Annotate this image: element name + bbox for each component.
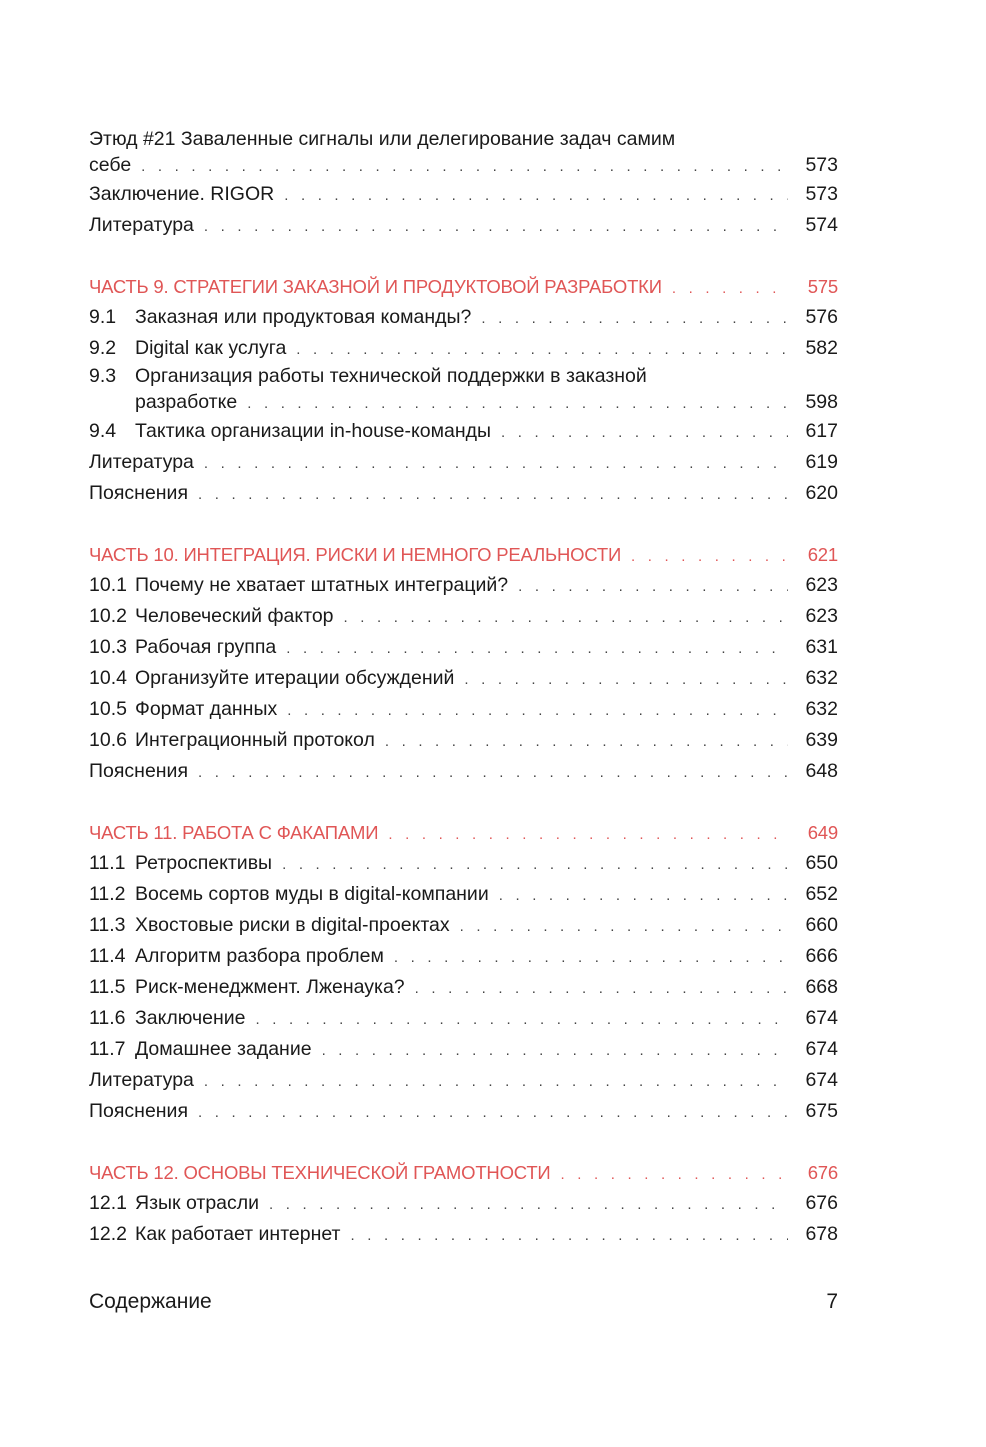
toc-entry-title: себе	[89, 154, 132, 176]
leader-dots	[296, 334, 788, 365]
toc-page-number: 598	[805, 391, 838, 413]
toc-entry-notes-9[interactable]	[89, 478, 838, 509]
leader-dots	[672, 273, 788, 304]
leader-dots	[415, 973, 788, 1004]
toc-entry-notes-11[interactable]	[89, 1096, 838, 1127]
toc-entry-literature[interactable]	[89, 210, 838, 241]
toc-section-number: 11.7	[89, 1038, 126, 1060]
leader-dots	[351, 1220, 789, 1251]
toc-entry-title: Домашнее задание	[135, 1038, 312, 1060]
toc-entry-10-4[interactable]	[89, 663, 838, 694]
toc-section-number: 9.4	[89, 420, 117, 442]
toc-entry-title: Как работает интернет	[135, 1223, 341, 1245]
leader-dots	[204, 211, 788, 242]
leader-dots	[394, 942, 788, 973]
toc-section-number: 12.1	[89, 1192, 127, 1214]
toc-entry-11-6[interactable]	[89, 1003, 838, 1034]
leader-dots	[269, 1189, 788, 1220]
toc-page-number: 668	[805, 976, 838, 998]
toc-page-number: 676	[807, 1162, 838, 1183]
leader-dots	[322, 1035, 788, 1066]
toc-section-number: 10.2	[89, 605, 127, 627]
toc-entry-9-3-cont[interactable]	[89, 388, 838, 416]
leader-dots	[518, 571, 788, 602]
leader-dots	[344, 602, 788, 633]
toc-entry-etude21[interactable]	[89, 127, 838, 151]
toc-page-number: 639	[805, 729, 838, 751]
toc-entry-title: Язык отрасли	[135, 1192, 260, 1214]
footer-section-title: Содержание	[89, 1290, 212, 1313]
toc-page-number: 631	[805, 636, 838, 658]
toc-page-number: 575	[807, 276, 838, 297]
leader-dots	[247, 390, 788, 418]
toc-section-number: 11.6	[89, 1007, 126, 1029]
toc-entry-10-3[interactable]	[89, 632, 838, 663]
leader-dots	[385, 726, 788, 757]
toc-page-number: 623	[805, 574, 838, 596]
toc-part-11[interactable]	[89, 817, 838, 848]
leader-dots	[499, 880, 788, 911]
toc-entry-11-7[interactable]	[89, 1034, 838, 1065]
leader-dots	[255, 1004, 788, 1035]
toc-entry-title: Риск-менеджмент. Лженаука?	[135, 976, 405, 998]
leader-dots	[460, 911, 788, 942]
toc-section-number: 11.4	[89, 945, 126, 967]
toc-page-number: 650	[805, 852, 838, 874]
leader-dots	[631, 541, 788, 572]
toc-entry-9-1[interactable]	[89, 302, 838, 333]
leader-dots	[204, 448, 788, 479]
toc-page-number: 620	[805, 482, 838, 504]
leader-dots	[198, 1097, 788, 1128]
toc-entry-title: Интеграционный протокол	[135, 729, 375, 751]
toc-entry-notes-10[interactable]	[89, 756, 838, 787]
toc-entry-11-4[interactable]	[89, 941, 838, 972]
toc-entry-title: Почему не хватает штатных интеграций?	[135, 574, 509, 596]
toc-entry-title: Тактика организации in-house-команды	[135, 420, 492, 442]
toc-entry-title: Литература	[89, 214, 194, 236]
toc-part-10[interactable]	[89, 539, 838, 570]
toc-page-number: 675	[805, 1100, 838, 1122]
toc-section-number: 11.1	[89, 852, 126, 874]
toc-entry-title: Организуйте итерации обсуждений	[135, 667, 455, 689]
toc-section-number: 10.6	[89, 729, 127, 751]
toc-entry-literature-9[interactable]	[89, 447, 838, 478]
toc-entry-9-4[interactable]	[89, 416, 838, 447]
toc-section-number: 11.3	[89, 914, 126, 936]
toc-page-number: 678	[805, 1223, 838, 1245]
toc-entry-10-6[interactable]	[89, 725, 838, 756]
toc-section-number: 10.5	[89, 698, 127, 720]
toc-page-number: 652	[805, 883, 838, 905]
toc-entry-conclusion-rigor[interactable]	[89, 179, 838, 210]
toc-entry-title: Digital как услуга	[135, 337, 287, 359]
leader-dots	[198, 479, 788, 510]
toc-page-number: 617	[805, 420, 838, 442]
toc-entry-title: Литература	[89, 451, 194, 473]
toc-section-number: 10.3	[89, 636, 127, 658]
leader-dots	[141, 153, 788, 181]
toc-entry-title: Пояснения	[89, 482, 189, 504]
toc-page-number: 674	[805, 1007, 838, 1029]
toc-entry-title: Пояснения	[89, 760, 189, 782]
leader-dots	[464, 664, 788, 695]
toc-entry-title: Заказная или продуктовая команды?	[135, 306, 472, 328]
toc-entry-title: Литература	[89, 1069, 194, 1091]
toc-entry-title: Этюд #21 Заваленные сигналы или делегирование задач самим	[89, 128, 676, 150]
toc-page-number: 648	[805, 760, 838, 782]
leader-dots	[388, 819, 788, 850]
toc-entry-title: Рабочая группа	[135, 636, 277, 658]
toc-section-number: 12.2	[89, 1223, 127, 1245]
toc-entry-title: Заключение. RIGOR	[89, 183, 275, 205]
toc-page-number: 573	[805, 183, 838, 205]
toc-section-number: 11.2	[89, 883, 126, 905]
toc-part-9[interactable]	[89, 271, 838, 302]
toc-entry-12-1[interactable]	[89, 1188, 838, 1219]
toc-entry-title: Ретроспективы	[135, 852, 273, 874]
toc-page-number: 632	[805, 667, 838, 689]
toc-page-number: 649	[807, 822, 838, 843]
toc-entry-10-2[interactable]	[89, 601, 838, 632]
leader-dots	[204, 1066, 788, 1097]
toc-entry-literature-11[interactable]	[89, 1065, 838, 1096]
toc-page-number: 573	[805, 154, 838, 176]
toc-section-number: 10.1	[89, 574, 127, 596]
toc-entry-title: Формат данных	[135, 698, 278, 720]
toc-entry-title: Организация работы технической поддержки в заказной	[135, 365, 647, 387]
toc-page-number: 574	[805, 214, 838, 236]
toc-page-number: 674	[805, 1038, 838, 1060]
leader-dots	[501, 417, 788, 448]
leader-dots	[561, 1159, 788, 1190]
toc-part-title: ЧАСТЬ 9. СТРАТЕГИИ ЗАКАЗНОЙ И ПРОДУКТОВОЙ РАЗРАБОТКИ	[89, 276, 662, 297]
toc-page-number: 676	[805, 1192, 838, 1214]
toc-page-number: 674	[805, 1069, 838, 1091]
toc-entry-title: Хвостовые риски в digital-проектах	[135, 914, 450, 936]
leader-dots	[286, 633, 788, 664]
toc-entry-title: Восемь сортов муды в digital-компании	[135, 883, 489, 905]
toc-entry-etude21-cont[interactable]	[89, 151, 838, 179]
leader-dots	[287, 695, 788, 726]
page-footer	[89, 1290, 838, 1324]
toc-page-number: 623	[805, 605, 838, 627]
toc-entry-11-1[interactable]	[89, 848, 838, 879]
toc-entry-title: Алгоритм разбора проблем	[135, 945, 384, 967]
toc-entry-title: Человеческий фактор	[135, 605, 334, 627]
toc-part-title: ЧАСТЬ 11. РАБОТА С ФАКАПАМИ	[89, 822, 379, 843]
toc-page-number: 582	[805, 337, 838, 359]
footer-page-number: 7	[826, 1290, 838, 1313]
toc-section-number: 9.2	[89, 337, 117, 359]
toc-entry-10-5[interactable]	[89, 694, 838, 725]
toc-part-12[interactable]	[89, 1157, 838, 1188]
toc-page-number: 660	[805, 914, 838, 936]
toc-part-title: ЧАСТЬ 10. ИНТЕГРАЦИЯ. РИСКИ И НЕМНОГО РЕАЛЬНОСТИ	[89, 544, 622, 565]
toc-section-number: 10.4	[89, 667, 127, 689]
leader-dots	[481, 303, 788, 334]
toc-entry-title: разработке	[135, 391, 238, 413]
toc-entry-9-2[interactable]	[89, 333, 838, 364]
leader-dots	[282, 849, 788, 880]
toc-entry-11-5[interactable]	[89, 972, 838, 1003]
toc-page-number: 621	[807, 544, 838, 565]
toc-entry-11-3[interactable]	[89, 910, 838, 941]
toc-page-number: 576	[805, 306, 838, 328]
leader-dots	[284, 180, 788, 211]
toc-entry-11-2[interactable]	[89, 879, 838, 910]
table-of-contents	[89, 127, 838, 1250]
toc-page-number: 666	[805, 945, 838, 967]
toc-part-title: ЧАСТЬ 12. ОСНОВЫ ТЕХНИЧЕСКОЙ ГРАМОТНОСТИ	[89, 1162, 551, 1183]
toc-entry-title: Пояснения	[89, 1100, 189, 1122]
toc-section-number: 9.3	[89, 365, 117, 387]
leader-dots	[198, 757, 788, 788]
toc-entry-12-2[interactable]	[89, 1219, 838, 1250]
toc-page-number: 632	[805, 698, 838, 720]
toc-entry-title: Заключение	[135, 1007, 246, 1029]
toc-page-number: 619	[805, 451, 838, 473]
toc-entry-10-1[interactable]	[89, 570, 838, 601]
toc-section-number: 11.5	[89, 976, 126, 998]
toc-entry-9-3[interactable]	[89, 364, 838, 388]
toc-section-number: 9.1	[89, 306, 117, 328]
